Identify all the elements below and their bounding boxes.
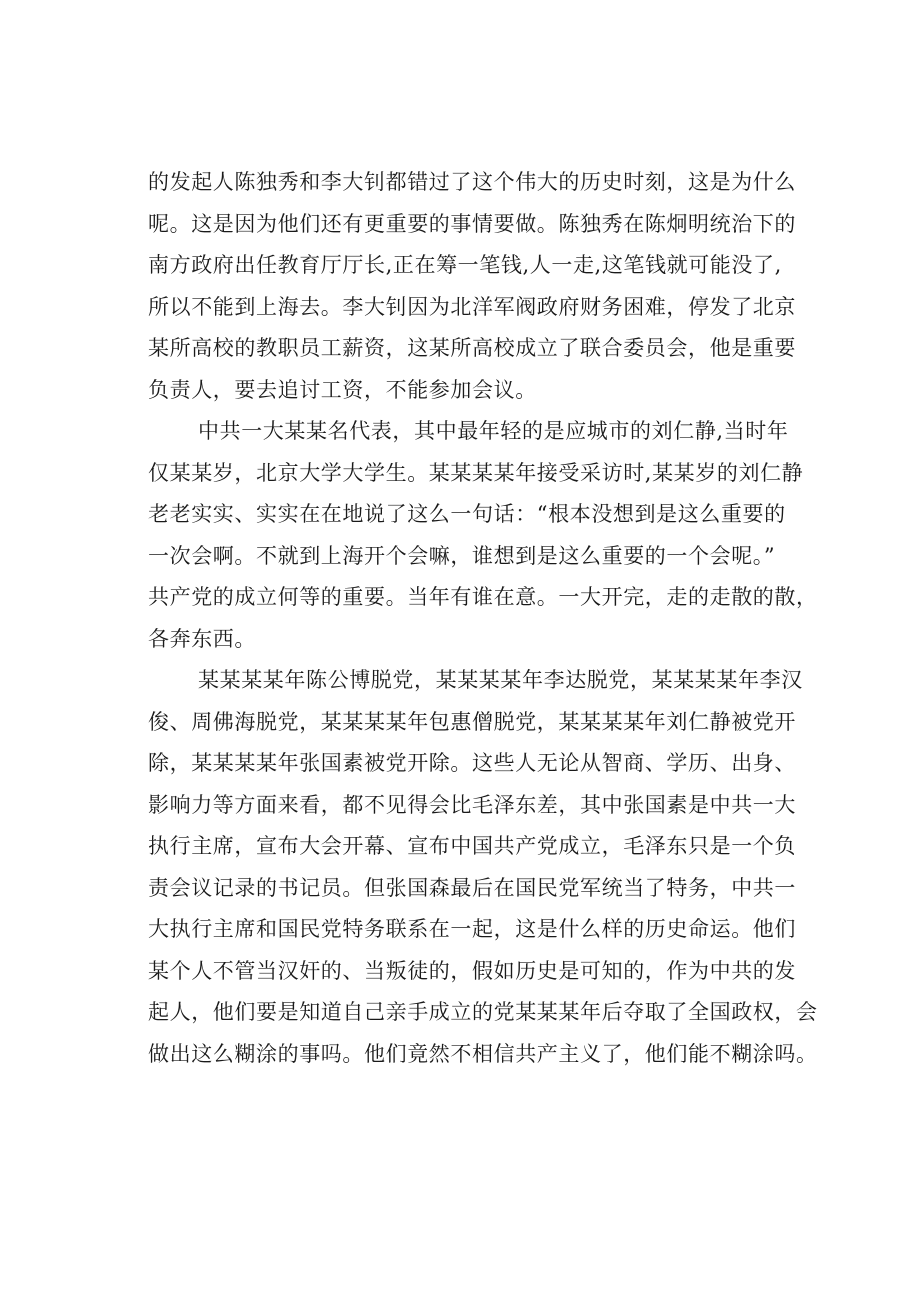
text-line: 某所高校的教职员工薪资，这某所高校成立了联合委员会，他是重要 bbox=[148, 336, 796, 360]
text-line: 影响力等方面来看，都不见得会比毛泽东差，其中张国素是中共一大 bbox=[148, 792, 796, 817]
text-line: 仅某某岁，北京大学大学生。某某某某年接受采访时,某某岁的刘仁静 bbox=[148, 460, 804, 485]
text-line: 中共一大某某名代表，其中最年轻的是应城市的刘仁静,当时年 bbox=[198, 419, 789, 443]
text-line: 除，某某某某年张国素被党开除。这些人无论从智商、学历、出身、 bbox=[148, 751, 796, 775]
text-line: 执行主席，宣布大会开幕、宣布中国共产党成立，毛泽东只是一个负 bbox=[148, 834, 796, 858]
text-line: 某个人不管当汉奸的、当叛徒的，假如历史是可知的，作为中共的发 bbox=[148, 958, 796, 983]
text-line: 负责人，要去追讨工资，不能参加会议。 bbox=[148, 377, 537, 402]
text-line: 做出这么糊涂的事吗。他们竟然不相信共产主义了，他们能不糊涂吗。 bbox=[148, 1041, 818, 1066]
text-line: 责会议记录的书记员。但张国森最后在国民党军统当了特务，中共一 bbox=[148, 875, 796, 900]
text-line: 某某某某年陈公博脱党，某某某某年李达脱党，某某某某年李汉 bbox=[198, 668, 803, 692]
text-line: 呢。这是因为他们还有更重要的事情要做。陈独秀在陈炯明统治下的 bbox=[148, 211, 796, 236]
text-line: 南方政府出任教育厅厅长,正在筹一笔钱,人一走,这笔钱就可能没了, bbox=[148, 253, 782, 277]
text-line: 所以不能到上海去。李大钊因为北洋军阀政府财务困难，停发了北京 bbox=[148, 294, 796, 319]
text-line: 大执行主席和国民党特务联系在一起，这是什么样的历史命运。他们 bbox=[148, 917, 796, 941]
text-line: 老老实实、实实在在地说了这么一句话：“根本没想到是这么重要的 bbox=[148, 502, 786, 526]
text-line: 的发起人陈独秀和李大钊都错过了这个伟大的历史时刻，这是为什么 bbox=[148, 170, 796, 194]
body-text bbox=[148, 162, 828, 1075]
text-line: 一次会啊。不就到上海开个会嘛，谁想到是这么重要的一个会呢。” bbox=[148, 543, 776, 568]
paragraph-3 bbox=[148, 660, 828, 1075]
text-line: 起人，他们要是知道自己亲手成立的党某某某年后夺取了全国政权，会 bbox=[148, 1000, 818, 1024]
paragraph-2 bbox=[148, 411, 828, 660]
text-line: 各奔东西。 bbox=[148, 626, 256, 651]
paragraph-1 bbox=[148, 162, 828, 411]
text-line: 俊、周佛海脱党，某某某某年包惠僧脱党，某某某某年刘仁静被党开 bbox=[148, 709, 796, 734]
text-line: 共产党的成立何等的重要。当年有谁在意。一大开完，走的走散的散， bbox=[148, 585, 818, 609]
